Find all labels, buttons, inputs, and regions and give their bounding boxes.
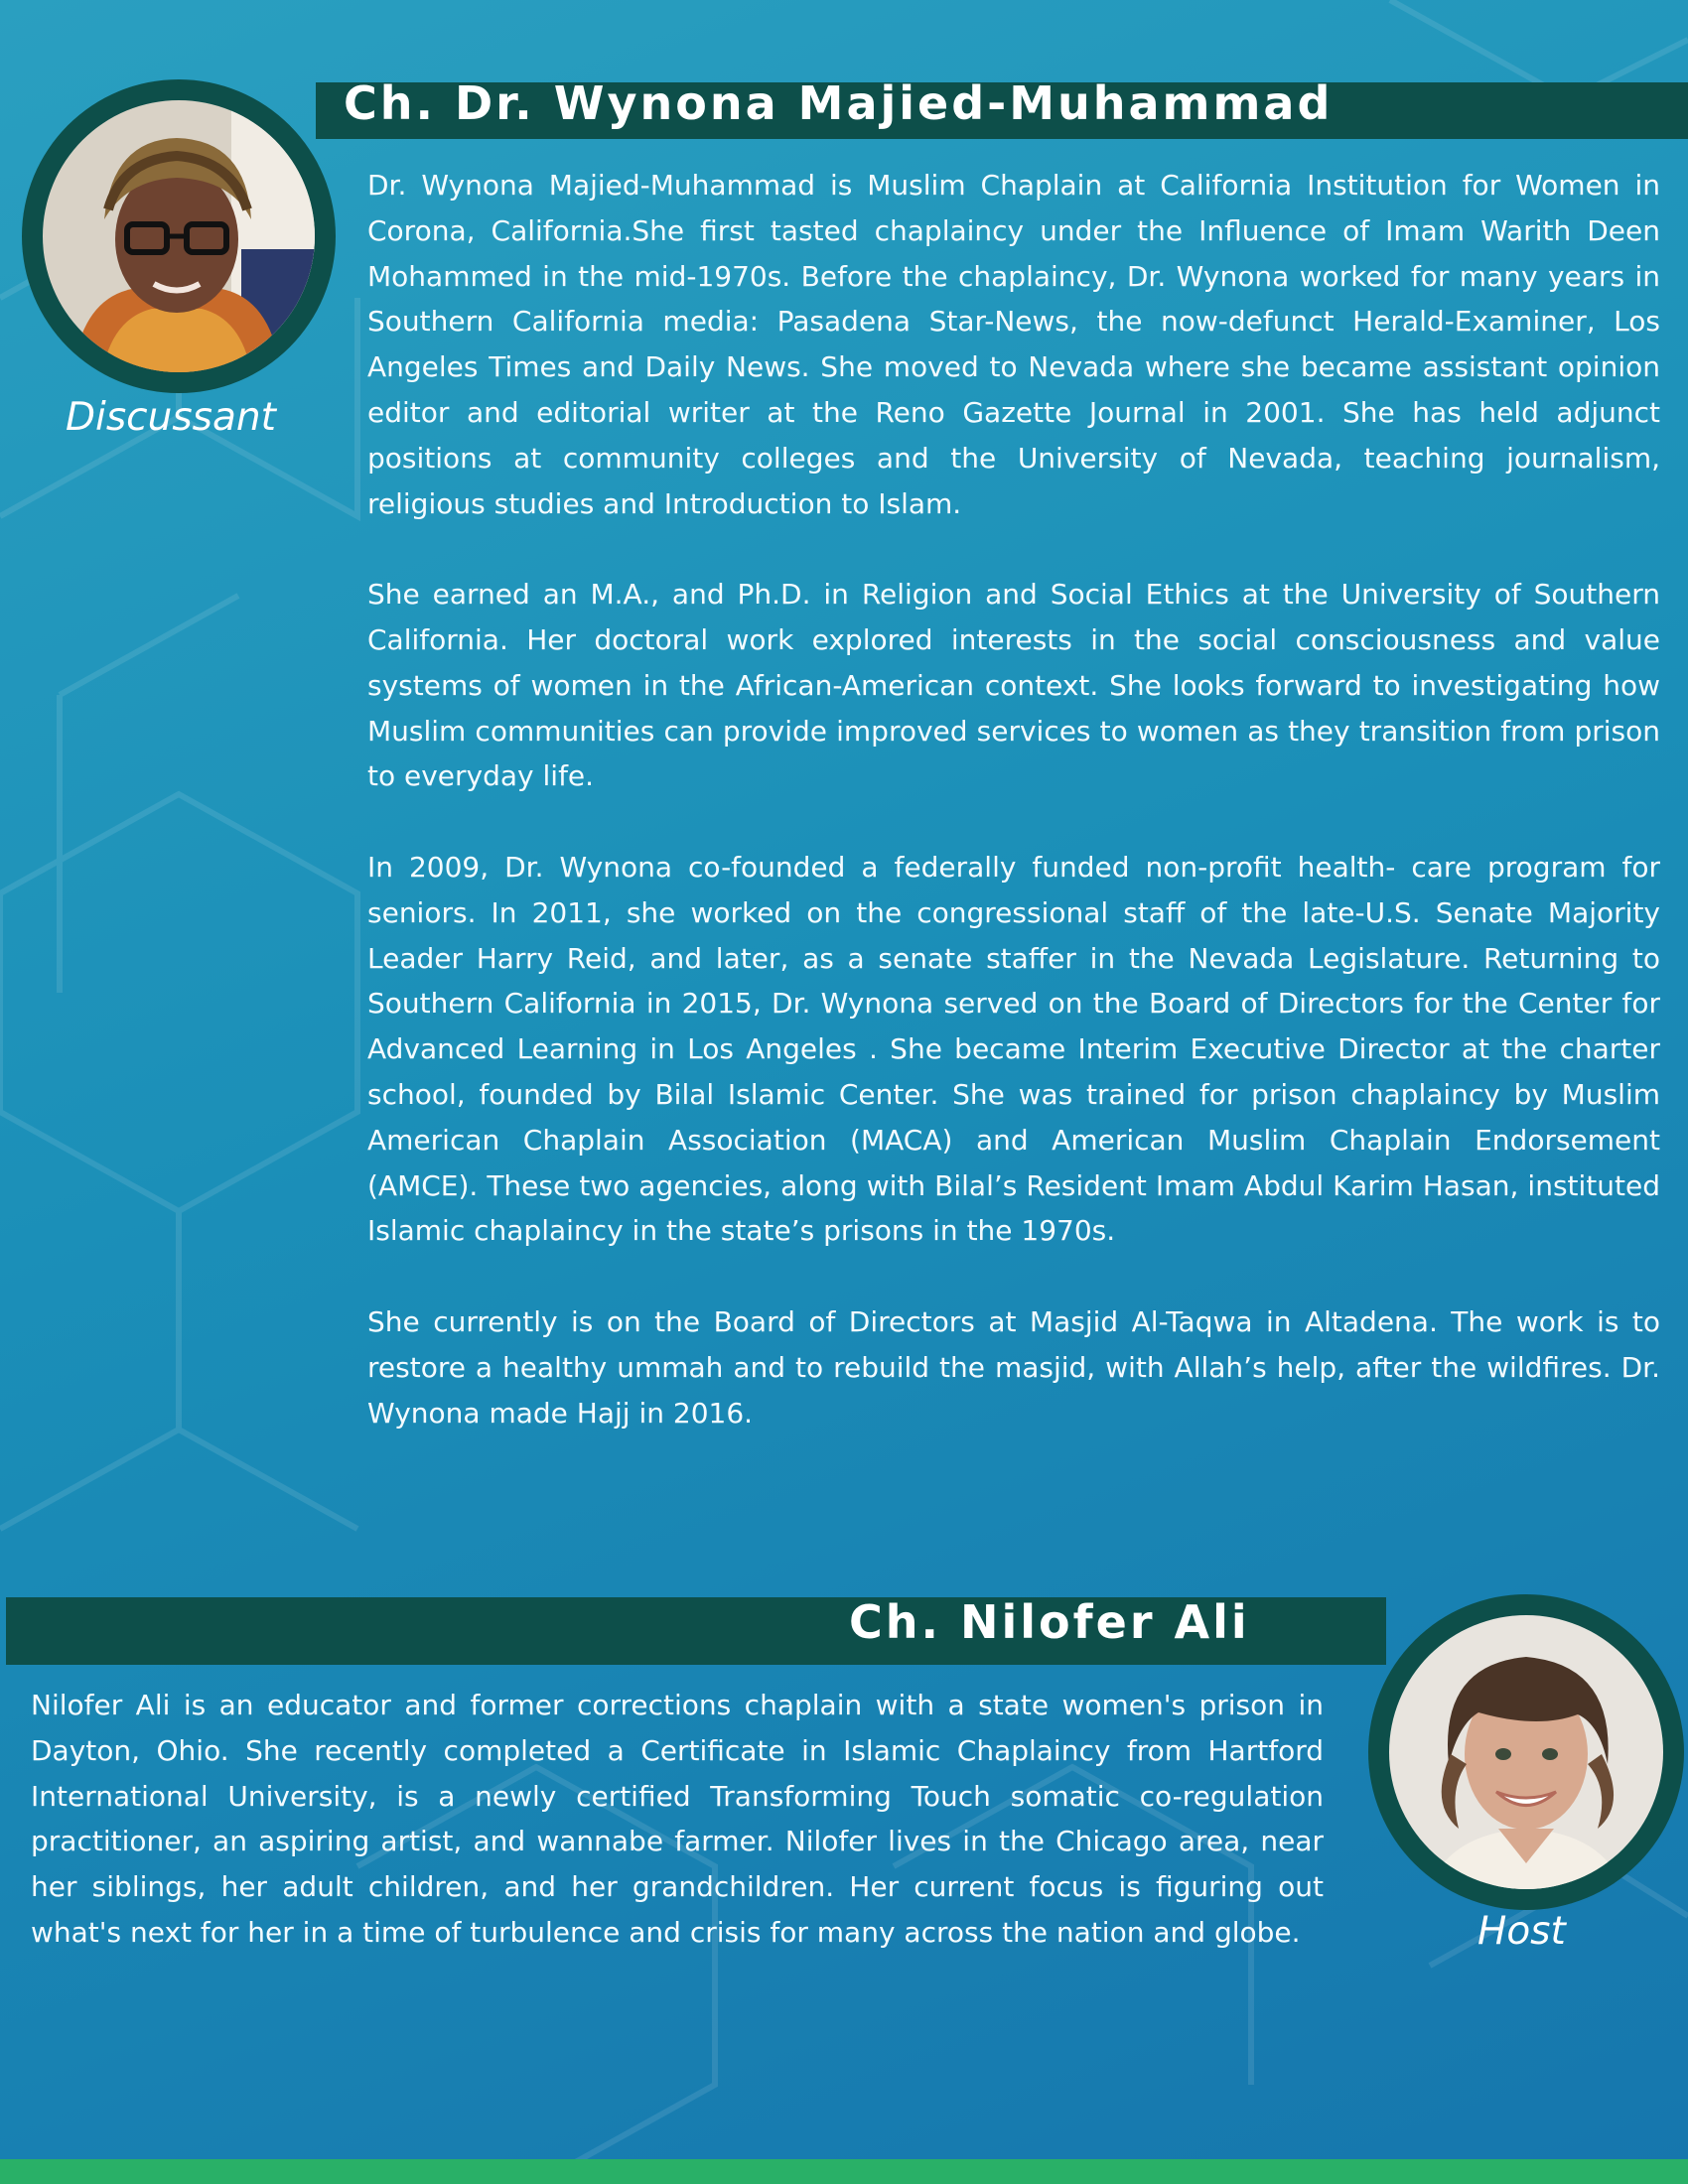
speaker-role-label: Discussant: [66, 395, 276, 440]
bio-paragraph: She earned an M.A., and Ph.D. in Religion and Social Ethics at the University of Southern California. Her doctoral work explored interests in the social consciousness and value systems of women in the African-American context. She looks forward to investigating how Muslim communities can provide improved services to women as they transition from prison to everyday life.: [367, 578, 1660, 793]
host-bio: [31, 1683, 1324, 1956]
host-portrait-frame: [1368, 1594, 1684, 1910]
speaker-name-heading: Ch. Dr. Wynona Majied-Muhammad: [344, 76, 1334, 130]
bottom-accent-bar: [0, 2159, 1688, 2184]
speaker-photo: [43, 100, 315, 372]
bio-paragraph: Dr. Wynona Majied-Muhammad is Muslim Chaplain at California Institution for Women in Corona, California.She first tasted chaplaincy under the Influence of Imam Warith Deen Mohammed in the mid-1970s. Before the chaplaincy, Dr. Wynona worked for many years in Southern California media: Pasadena Star-News, the now-defunct Herald-Examiner, Los Angeles Times and Daily News. She moved to Nevada where she became assistant opinion editor and editorial writer at the Reno Gazette Journal in 2001. She has held adjunct positions at community colleges and the University of Nevada, teaching journalism, religious studies and Introduction to Islam.: [367, 169, 1660, 520]
host-photo: [1389, 1615, 1663, 1889]
host-role-label: Host: [1477, 1909, 1566, 1954]
host-name-heading: Ch. Nilofer Ali: [849, 1595, 1250, 1649]
speaker-portrait-frame: [22, 79, 336, 393]
bio-paragraph: She currently is on the Board of Directors at Masjid Al-Taqwa in Altadena. The work is to restore a healthy ummah and to rebuild the masjid, with Allah’s help, after the wildfires. Dr. Wynona made Hajj in 2016.: [367, 1304, 1660, 1430]
speaker-bio: [367, 163, 1660, 1435]
bio-paragraph: In 2009, Dr. Wynona co-founded a federally funded non-profit health- care program for seniors. In 2011, she worked on the congressional staff of the late-U.S. Senate Majority Leader Harry Reid, and later, as a senate staffer in the Nevada Legislature. Returning to Southern California in 2015, Dr. Wynona served on the Board of Directors for the Center for Advanced Learning in Los Angeles . She became Interim Executive Director at the charter school, founded by Bilal Islamic Center. She was trained for prison chaplaincy by Muslim American Chaplain Association (MACA) and American Muslim Chaplain Endorsement (AMCE). These two agencies, along with Bilal’s Resident Imam Abdul Karim Hasan, instituted Islamic chaplaincy in the state’s prisons in the 1970s.: [367, 850, 1660, 1248]
bio-paragraph: Nilofer Ali is an educator and former corrections chaplain with a state women's prison in Dayton, Ohio. She recently completed a Certificate in Islamic Chaplaincy from Hartford International University, is a newly certified Transforming Touch somatic co-regulation practitioner, an aspiring artist, and wannabe farmer. Nilofer lives in the Chicago area, near her siblings, her adult children, and her grandchildren. Her current focus is figuring out what's next for her in a time of turbulence and crisis for many across the nation and globe.: [31, 1689, 1324, 1949]
